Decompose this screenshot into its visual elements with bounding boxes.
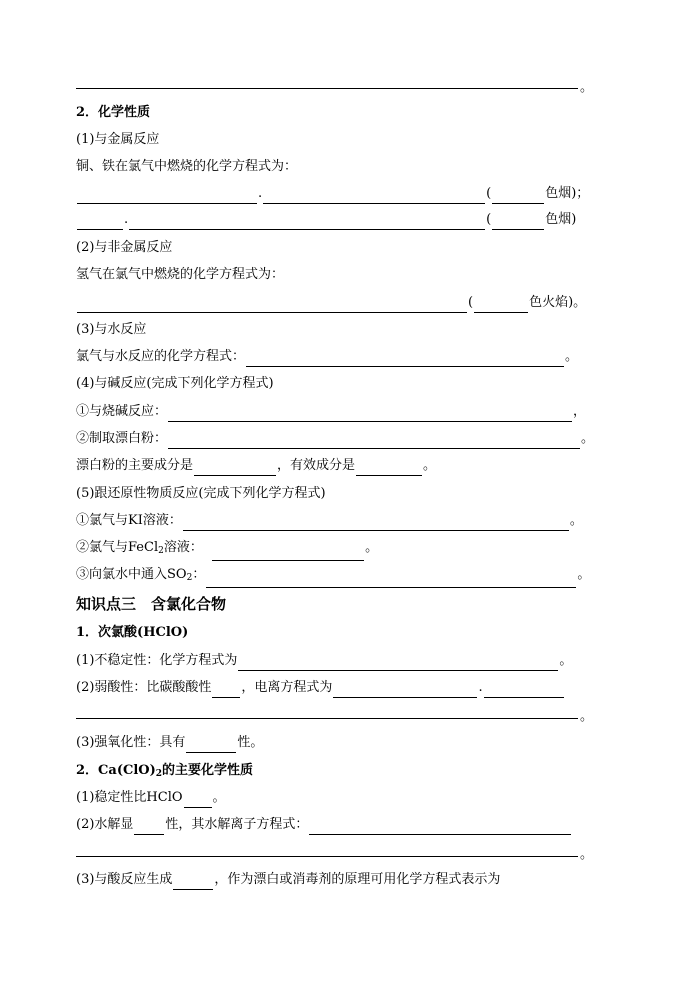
p3-label: 氯气与水反应的化学方程式： <box>76 349 246 364</box>
blank[interactable] <box>309 820 571 835</box>
blank[interactable] <box>77 189 257 204</box>
p4-row-a <box>76 402 586 422</box>
blank[interactable] <box>129 215 485 230</box>
subscript: 2 <box>155 769 162 779</box>
p5-b-label: ②氯气与FeCl <box>76 540 159 555</box>
blank[interactable] <box>206 573 576 588</box>
p4-row-b <box>76 429 594 449</box>
caclo-row-c <box>76 870 500 890</box>
p5-b-label-post: 溶液： <box>163 540 203 555</box>
period: 。 <box>580 709 594 724</box>
paren: ( <box>486 186 492 201</box>
paren: ( <box>486 212 492 227</box>
blank[interactable] <box>238 656 558 671</box>
effective-component-label: ，有效成分是 <box>277 458 356 473</box>
p5-a-label: ①氯气与KI溶液： <box>76 513 182 528</box>
period: 。 <box>423 458 437 473</box>
answer-line[interactable] <box>76 718 578 719</box>
section-title-chemical-properties: 2．化学性质 <box>76 105 151 120</box>
p1-row1: . ( 色烟)； <box>76 184 589 204</box>
p1-heading: (1)与金属反应 <box>76 132 160 147</box>
blank[interactable] <box>356 461 422 476</box>
blank[interactable] <box>77 298 467 313</box>
hclo-a-label: (1)不稳定性：化学方程式为 <box>76 653 238 668</box>
p5-c-label-post: ： <box>192 567 206 582</box>
hclo-row-c <box>76 733 263 753</box>
blank[interactable] <box>492 189 544 204</box>
period: 。 <box>580 847 594 862</box>
caclo-row-b <box>76 815 572 835</box>
flame-suffix: 色火焰)。 <box>529 295 587 310</box>
period: 。 <box>580 80 594 95</box>
caclo-title-post: 的主要化学性质 <box>162 763 254 778</box>
caclo-c-post: ，作为漂白或消毒剂的原理可用化学方程式表示为 <box>214 872 501 887</box>
p2-row <box>76 293 586 313</box>
period: 。 <box>569 513 583 528</box>
answer-line-top[interactable] <box>76 88 578 89</box>
p1-row2: . ( 色烟) <box>76 210 576 230</box>
blank[interactable] <box>492 215 544 230</box>
blank[interactable] <box>173 875 213 890</box>
blank[interactable] <box>474 298 528 313</box>
caclo-a-label: (1)稳定性比HClO <box>76 790 183 805</box>
p4-heading: (4)与碱反应(完成下列化学方程式) <box>76 376 274 391</box>
caclo-b-mid: 性，其水解离子方程式： <box>165 817 309 832</box>
hclo-b-mid: ，电离方程式为 <box>241 680 333 695</box>
blank[interactable] <box>184 793 212 808</box>
p1-intro: 铜、铁在氯气中燃烧的化学方程式为： <box>76 159 298 174</box>
p4-row-main <box>76 456 436 476</box>
period: 。 <box>212 790 226 805</box>
p2-heading: (2)与非金属反应 <box>76 240 173 255</box>
hclo-title: 1．次氯酸(HClO) <box>76 625 189 640</box>
blank[interactable] <box>168 407 572 422</box>
smoke-suffix: 色烟) <box>545 212 577 227</box>
caclo-b-label: (2)水解显 <box>76 817 134 832</box>
p2-intro: 氢气在氯气中燃烧的化学方程式为： <box>76 267 285 282</box>
blank[interactable] <box>212 683 240 698</box>
p3-row <box>76 347 578 367</box>
blank[interactable] <box>194 461 276 476</box>
subscript: 2 <box>186 573 193 583</box>
answer-line[interactable] <box>76 856 578 857</box>
blank[interactable] <box>77 215 123 230</box>
caclo-title-pre: 2．Ca(ClO) <box>76 763 156 778</box>
hclo-row-a <box>76 651 572 671</box>
blank[interactable] <box>186 738 236 753</box>
blank[interactable] <box>168 434 580 449</box>
smoke-suffix: 色烟)； <box>545 186 590 201</box>
p5-row-b <box>76 538 378 558</box>
p5-row-c <box>76 565 590 585</box>
p5-row-a <box>76 511 583 531</box>
period: 。 <box>559 653 573 668</box>
hclo-c-label: (3)强氧化性：具有 <box>76 735 186 750</box>
main-component-label: 漂白粉的主要成分是 <box>76 458 194 473</box>
blank[interactable] <box>263 189 485 204</box>
subscript: 2 <box>158 546 164 556</box>
p4-b-label: ②制取漂白粉： <box>76 431 168 446</box>
caclo-title <box>76 761 253 781</box>
p3-heading: (3)与水反应 <box>76 322 147 337</box>
caclo-c-label: (3)与酸反应生成 <box>76 872 173 887</box>
comma: ， <box>573 404 587 419</box>
period: 。 <box>581 431 595 446</box>
hclo-row-b: (2)弱酸性：比碳酸酸性 ，电离方程式为 . <box>76 678 565 698</box>
blank[interactable] <box>183 516 569 531</box>
blank[interactable] <box>134 820 164 835</box>
period: 。 <box>365 540 379 555</box>
period: 。 <box>565 349 579 364</box>
blank[interactable] <box>333 683 477 698</box>
p4-a-label: ①与烧碱反应： <box>76 404 168 419</box>
blank[interactable] <box>246 352 564 367</box>
section-title-knowledge-3: 知识点三 含氯化合物 <box>76 595 227 613</box>
period: 。 <box>577 567 591 582</box>
p5-c-label: ③向氯水中通入SO <box>76 567 187 582</box>
blank[interactable] <box>212 546 364 561</box>
caclo-row-a <box>76 788 226 808</box>
hclo-c-post: 性。 <box>237 735 264 750</box>
blank[interactable] <box>484 683 564 698</box>
p5-heading: (5)跟还原性物质反应(完成下列化学方程式) <box>76 486 326 501</box>
hclo-b-label: (2)弱酸性：比碳酸酸性 <box>76 680 212 695</box>
paren: ( <box>468 295 474 310</box>
